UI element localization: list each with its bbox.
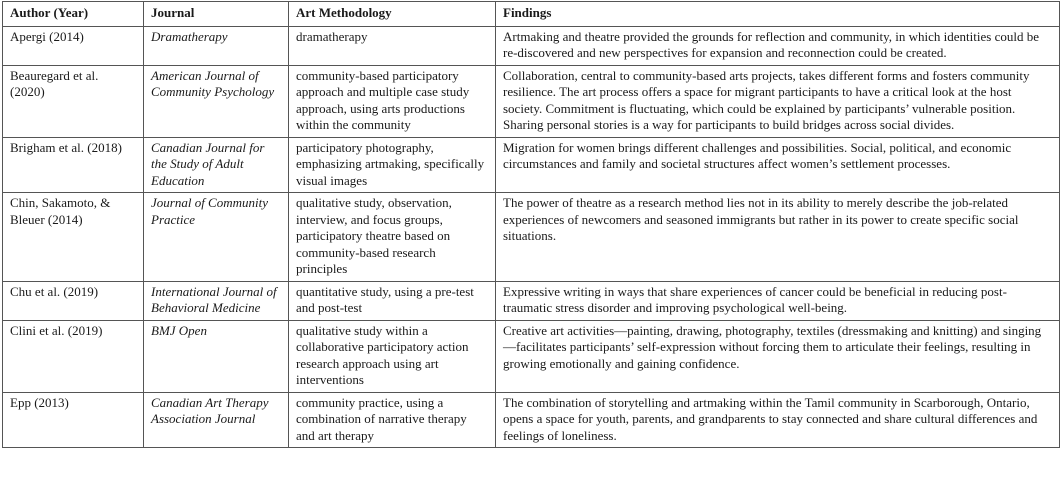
header-findings: Findings xyxy=(496,2,1060,27)
header-journal: Journal xyxy=(144,2,289,27)
author-cell: Clini et al. (2019) xyxy=(3,320,144,392)
author-cell: Brigham et al. (2018) xyxy=(3,137,144,193)
table-header-row xyxy=(3,2,1060,27)
author-cell: Chin, Sakamoto, & Bleuer (2014) xyxy=(3,193,144,282)
author-cell: Chu et al. (2019) xyxy=(3,281,144,320)
table-row xyxy=(3,137,1060,193)
journal-cell: Dramatherapy xyxy=(144,26,289,65)
header-author-year: Author (Year) xyxy=(3,2,144,27)
findings-cell: The power of theatre as a research method lies not in its ability to merely describe the job-related experiences of newcomers and seasoned immigrants but rather in its power to create specific social situations. xyxy=(496,193,1060,282)
table-row xyxy=(3,392,1060,448)
header-art-methodology: Art Methodology xyxy=(289,2,496,27)
table-row xyxy=(3,65,1060,137)
method-cell: participatory photography, emphasizing artmaking, specifically visual images xyxy=(289,137,496,193)
findings-cell: Artmaking and theatre provided the grounds for reflection and community, in which identities could be re-discovered and new perspectives for expansion and reconnection could be created. xyxy=(496,26,1060,65)
method-cell: quantitative study, using a pre-test and post-test xyxy=(289,281,496,320)
method-cell: dramatherapy xyxy=(289,26,496,65)
journal-cell: Canadian Journal for the Study of Adult Education xyxy=(144,137,289,193)
findings-cell: Collaboration, central to community-based arts projects, takes different forms and fosters community resilience. The art process offers a space for migrant participants to have a critical look at the host society. Commitment is fluctuating, which could be explained by participants’ vulnerable position. Sharing personal stories is a way for participants to build bridges across social divides. xyxy=(496,65,1060,137)
method-cell: qualitative study within a collaborative participatory action research approach using art interventions xyxy=(289,320,496,392)
findings-cell: The combination of storytelling and artmaking within the Tamil community in Scarborough, Ontario, opens a space for youth, parents, and grandparents to stay connected and share cultural differences and feelings of loneliness. xyxy=(496,392,1060,448)
author-cell: Epp (2013) xyxy=(3,392,144,448)
literature-review-table xyxy=(2,1,1060,448)
table-row xyxy=(3,281,1060,320)
findings-cell: Creative art activities—painting, drawing, photography, textiles (dressmaking and knitting) and singing—facilitates participants’ self-expression without forcing them to articulate their feelings, resulting in growing emotionally and gaining confidence. xyxy=(496,320,1060,392)
table-row xyxy=(3,193,1060,282)
journal-cell: American Journal of Community Psychology xyxy=(144,65,289,137)
method-cell: community practice, using a combination of narrative therapy and art therapy xyxy=(289,392,496,448)
findings-cell: Migration for women brings different challenges and possibilities. Social, political, and economic circumstances and family and societal structures affect women’s settlement processes. xyxy=(496,137,1060,193)
journal-cell: Canadian Art Therapy Association Journal xyxy=(144,392,289,448)
table-row xyxy=(3,26,1060,65)
method-cell: community-based participatory approach and multiple case study approach, using arts productions within the community xyxy=(289,65,496,137)
author-cell: Apergi (2014) xyxy=(3,26,144,65)
journal-cell: Journal of Community Practice xyxy=(144,193,289,282)
journal-cell: BMJ Open xyxy=(144,320,289,392)
method-cell: qualitative study, observation, interview, and focus groups, participatory theatre based on community-based research principles xyxy=(289,193,496,282)
journal-cell: International Journal of Behavioral Medicine xyxy=(144,281,289,320)
findings-cell: Expressive writing in ways that share experiences of cancer could be beneficial in reducing post-traumatic stress disorder and improving psychological well-being. xyxy=(496,281,1060,320)
author-cell: Beauregard et al. (2020) xyxy=(3,65,144,137)
table-row xyxy=(3,320,1060,392)
